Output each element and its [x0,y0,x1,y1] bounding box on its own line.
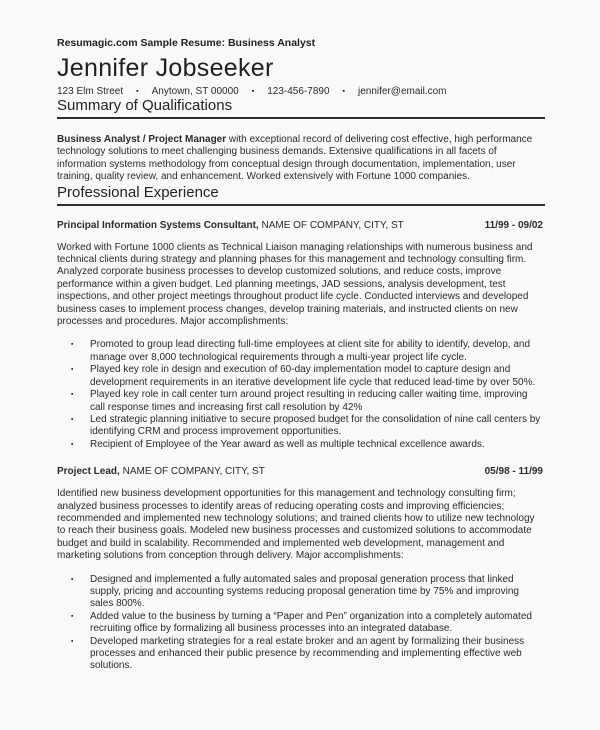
bullet-text: Promoted to group lead directing full-time employees at client site for ability to identify, develop, and manage over 8,000 technological requirements through a multi-year project life cycle. [90,339,531,363]
bullet-icon: ▪ [71,341,74,349]
bullet-text: Played key role in call center turn around project resulting in reducing caller waiting time, improving call response times and increasing first call resolution by 42% [90,389,528,413]
square-separator-icon: ▪ [342,88,345,95]
accomplishment-list [57,574,545,673]
list-item [57,389,545,414]
job-company: NAME OF COMPANY, CITY, ST [258,219,404,231]
job-title: Project Lead, [57,466,120,478]
bullet-text: Developed marketing strategies for a real estate broker and an agent by formalizing their business processes and enhanced their public presence by recommending and implementing effective web solutions. [90,635,525,672]
summary-lead-bold: Business Analyst / Project Manager [57,134,227,145]
summary-lead-rest: with exceptional record of delivering cost effective, high performance technology solutions to meet challenging business demands. Extensive qualifications in all facets of information systems methodology from conceptual design through documentation, implementation, user training, quality review, and enhancement. Worked extensively with Fortune 1000 companies. [57,134,533,183]
job-title: Principal Information Systems Consultant, [57,219,259,231]
square-separator-icon: ▪ [136,88,139,95]
contact-line [57,86,545,97]
bullet-icon: ▪ [71,391,74,399]
bullet-icon: ▪ [71,415,74,423]
contact-city-state: Anytown, ST 00000 [151,86,239,97]
candidate-name: Jennifer Jobseeker [57,54,274,82]
bullet-icon: ▪ [71,575,74,583]
section-heading-summary: Summary of Qualifications [57,97,545,119]
bullet-text: Designed and implemented a fully automated sales and proposal generation process that linked supply, pricing and accounting systems reducing proposal generation time by 75% and improving sales 800%. [90,573,519,610]
accomplishment-list [57,339,545,451]
job-header [57,466,545,477]
contact-email: jennifer@email.com [358,86,447,97]
section-heading-experience: Professional Experience [57,184,545,206]
job-dates: 05/98 - 11/99 [484,466,543,478]
list-item [57,636,545,673]
bullet-icon: ▪ [71,612,74,620]
job-dates: 11/99 - 09/02 [484,219,543,231]
bullet-text: Led strategic planning initiative to secure proposed budget for the consolidation of nine call centers by identifying CRM and process improvement opportunities. [90,413,541,438]
list-item [57,611,545,636]
bullet-icon: ▪ [71,440,74,448]
summary-paragraph [57,134,545,184]
bullet-icon: ▪ [71,366,74,374]
list-item [57,339,545,364]
list-item [57,574,545,611]
sample-resume-tagline: Resumagic.com Sample Resume: Business Analyst [57,37,316,49]
list-item [57,414,545,439]
square-separator-icon: ▪ [251,88,255,95]
job-company: NAME OF COMPANY, CITY, ST [119,466,265,478]
bullet-text: Recipient of Employee of the Year award as well as multiple technical excellence awards. [90,438,485,450]
list-item [57,439,545,451]
job-header [57,220,545,231]
contact-phone: 123-456-7890 [267,86,330,97]
contact-address: 123 Elm Street [57,86,124,97]
list-item [57,364,545,389]
job-title-line [57,220,404,231]
bullet-text: Added value to the business by turning a “Paper and Pen” organization into a completely automated recruiting office by formalizing all business processes into an integrated database. [90,610,532,635]
job-description: Worked with Fortune 1000 clients as Technical Liaison managing relationships with numerous business and technical clients during strategy and planning phases for this management and technology consulting firm. Analyzed corporate business processes to develop customized solutions, and reduce costs, improve performance within a given budget. Led planning meetings, JAD sessions, analysis development, test inspections, and other project meetings throughout product life cycle. Conducted interviews and developed business cases to implement process changes, develop training materials, and instructed clients on new processes and procedures. Major accomplishments: [57,241,533,328]
bullet-text: Played key role in design and execution of 60-day implementation model to capture design and development requirements in an iterative development life cycle that reduced lead-time by over 50%. [90,364,536,388]
bullet-icon: ▪ [71,637,74,645]
job-description: Identified new business development opportunities for this management and technology consulting firm; analyzed business processes to identify areas of reducing operating costs and improving efficiencies; recommended and implemented new technology solutions; and trained clients how to utilize new technology to reach their business goals. Modeled new business processes and customized solutions to accommodate budget and build in scalability. Recommended and implemented web development, management and marketing solutions from conception through delivery. Major accomplishments: [57,488,535,562]
job-title-line [57,466,265,477]
